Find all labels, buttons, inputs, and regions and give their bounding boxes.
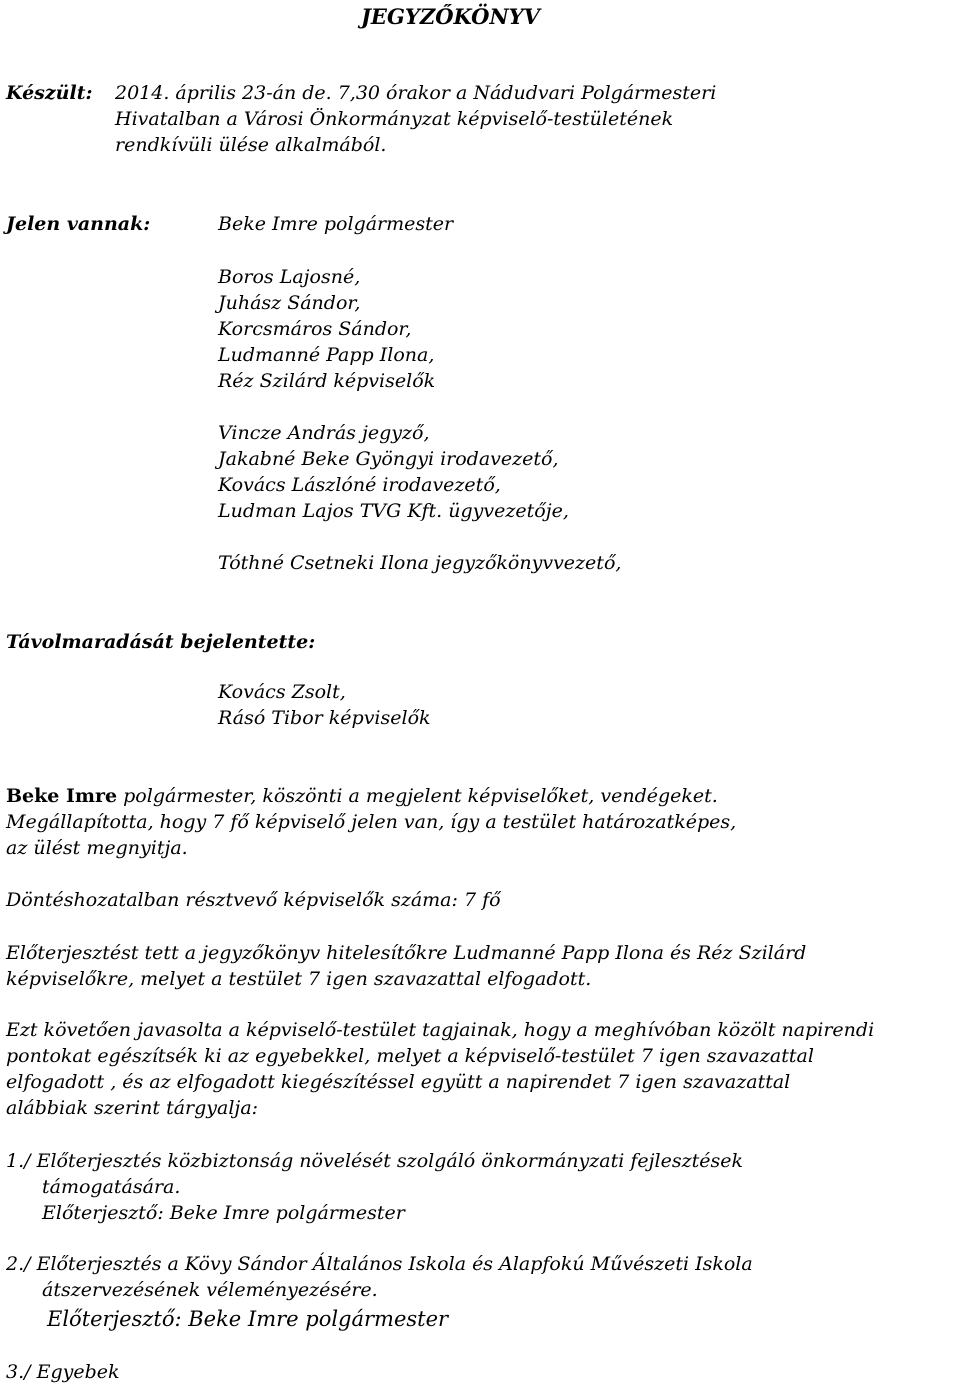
tavol-label: Távolmaradását bejelentette: xyxy=(6,631,316,653)
agenda-item-2-line-2: átszervezésének véleményezésére. xyxy=(42,1279,378,1301)
agenda-item-2-line-1: 2./ Előterjesztés a Kövy Sándor Általános Iskola és Alapfokú Művészeti Iskola xyxy=(6,1253,753,1275)
absent-person: Rásó Tibor képviselők xyxy=(218,707,431,729)
keszult-line-2: Hivatalban a Városi Önkormányzat képviselő-testületének xyxy=(115,108,674,130)
keszult-line-1: 2014. április 23-án de. 7,30 órakor a Nádudvari Polgármesteri xyxy=(115,82,717,104)
representative-item: Korcsmáros Sándor, xyxy=(218,318,412,340)
agenda-item-1-line-2: támogatására. xyxy=(42,1176,181,1198)
opening-line-1-rest: polgármester, köszönti a megjelent képviselőket, vendégeket. xyxy=(117,785,718,807)
staff-item: Vincze András jegyző, xyxy=(218,422,430,444)
opening-line-2: Megállapította, hogy 7 fő képviselő jelen van, így a testület határozatképes, xyxy=(6,811,737,833)
document-title: JEGYZŐKÖNYV xyxy=(361,4,540,29)
keszult-line-3: rendkívüli ülése alkalmából. xyxy=(115,134,387,156)
representative-item: Boros Lajosné, xyxy=(218,266,361,288)
recorder: Tóthné Csetneki Ilona jegyzőkönyvvezető, xyxy=(218,552,622,574)
authenticators-line-2: képviselőkre, melyet a testület 7 igen szavazattal elfogadott. xyxy=(6,968,592,990)
agenda-item-1-presenter: Előterjesztő: Beke Imre polgármester xyxy=(42,1202,405,1224)
opening-line-1 xyxy=(6,783,718,809)
agenda-intro-line-1: Ezt követően javasolta a képviselő-testület tagjainak, hogy a meghívóban közölt napirendi xyxy=(6,1019,875,1041)
agenda-item-2-presenter: Előterjesztő: Beke Imre polgármester xyxy=(47,1307,449,1331)
jelen-mayor: Beke Imre polgármester xyxy=(218,213,454,235)
staff-item: Kovács Lászlóné irodavezető, xyxy=(218,474,501,496)
agenda-item-1-line-1: 1./ Előterjesztés közbiztonság növelését szolgáló önkormányzati fejlesztések xyxy=(6,1150,744,1172)
opening-name: Beke Imre xyxy=(6,785,118,807)
agenda-intro-line-4: alábbiak szerint tárgyalja: xyxy=(6,1097,259,1119)
staff-item: Ludman Lajos TVG Kft. ügyvezetője, xyxy=(218,500,569,522)
absent-person: Kovács Zsolt, xyxy=(218,681,346,703)
opening-line-3: az ülést megnyitja. xyxy=(6,837,188,859)
jelen-label: Jelen vannak: xyxy=(6,213,151,235)
staff-item: Jakabné Beke Gyöngyi irodavezető, xyxy=(218,448,559,470)
agenda-intro-line-3: elfogadott , és az elfogadott kiegészítéssel együtt a napirendet 7 igen szavazattal xyxy=(6,1071,791,1093)
agenda-item-3-line-1: 3./ Egyebek xyxy=(6,1361,120,1383)
representative-item: Ludmanné Papp Ilona, xyxy=(218,344,435,366)
agenda-intro-line-2: pontokat egészítsék ki az egyebekkel, melyet a képviselő-testület 7 igen szavazattal xyxy=(6,1045,814,1067)
representative-item: Juhász Sándor, xyxy=(218,292,361,314)
authenticators-line-1: Előterjesztést tett a jegyzőkönyv hitelesítőkre Ludmanné Papp Ilona és Réz Szilárd xyxy=(6,942,807,964)
decision-count: Döntéshozatalban résztvevő képviselők száma: 7 fő xyxy=(6,889,501,911)
keszult-label: Készült: xyxy=(6,82,93,104)
representative-item: Réz Szilárd képviselők xyxy=(218,370,436,392)
